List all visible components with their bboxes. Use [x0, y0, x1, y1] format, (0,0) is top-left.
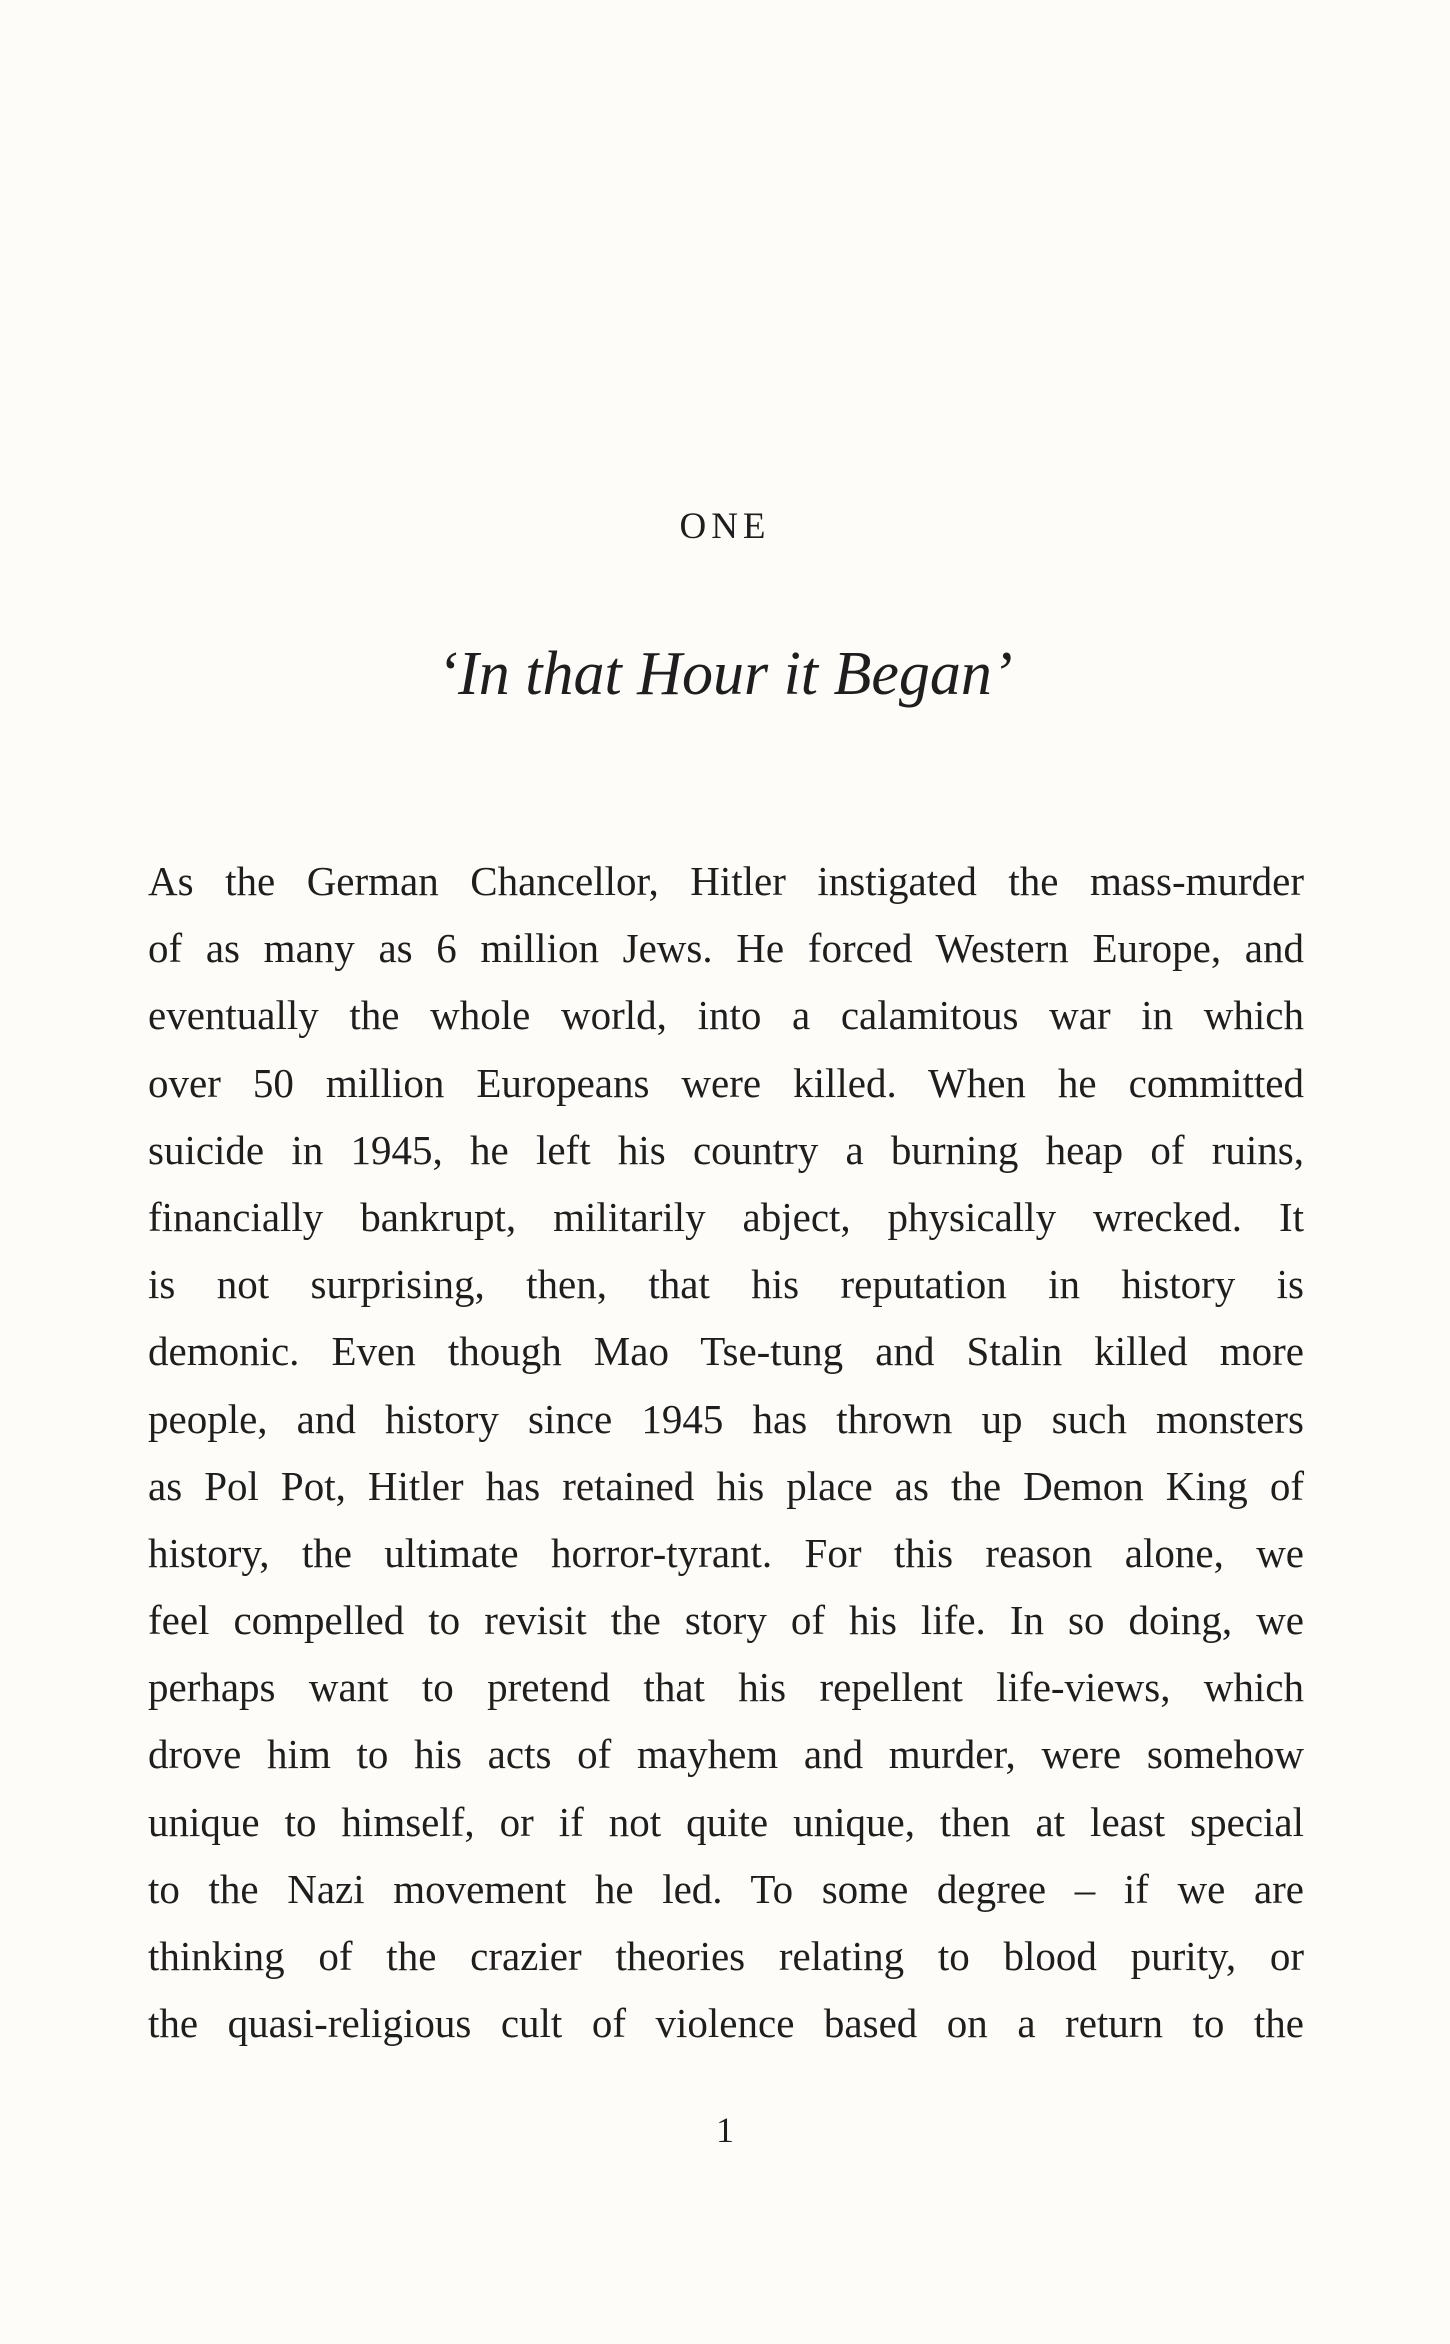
text-line: thinking of the crazier theories relating to blood purity, or: [148, 1933, 1304, 1979]
body-paragraph: [148, 848, 1304, 2057]
text-line: feel compelled to revisit the story of his life. In so doing, we: [148, 1597, 1304, 1644]
text-line: financially bankrupt, militarily abject, physically wrecked. It: [148, 1193, 1304, 1240]
text-line: suicide in 1945, he left his country a burning heap of ruins,: [148, 1126, 1304, 1173]
text-line: drove him to his acts of mayhem and murder, were somehow: [148, 1731, 1304, 1778]
text-line: eventually the whole world, into a calamitous war in which: [148, 992, 1304, 1039]
page-number: 1: [716, 2110, 734, 2150]
text-line: over 50 million Europeans were killed. When he committed: [148, 1059, 1304, 1106]
text-line: as Pol Pot, Hitler has retained his place as the Demon King of: [148, 1462, 1304, 1509]
text-line: people, and history since 1945 has thrown up such monsters: [148, 1395, 1304, 1442]
text-line: is not surprising, then, that his reputation in history is: [148, 1261, 1304, 1308]
text-line: unique to himself, or if not quite unique, then at least special: [148, 1798, 1304, 1845]
text-line: of as many as 6 million Jews. He forced Western Europe, and: [148, 925, 1304, 972]
chapter-number: ONE: [679, 506, 771, 547]
text-line: the quasi-religious cult of violence based on a return to the: [148, 2000, 1304, 2047]
text-line: to the Nazi movement he led. To some degree – if we are: [148, 1865, 1304, 1912]
text-line: perhaps want to pretend that his repellent life-views, which: [148, 1664, 1304, 1711]
text-line: history, the ultimate horror-tyrant. For this reason alone, we: [148, 1529, 1304, 1576]
chapter-title: ‘In that Hour it Began’: [437, 640, 1013, 708]
text-line: As the German Chancellor, Hitler instigated the mass-murder: [148, 858, 1304, 904]
text-line: demonic. Even though Mao Tse-tung and Stalin killed more: [148, 1328, 1304, 1375]
